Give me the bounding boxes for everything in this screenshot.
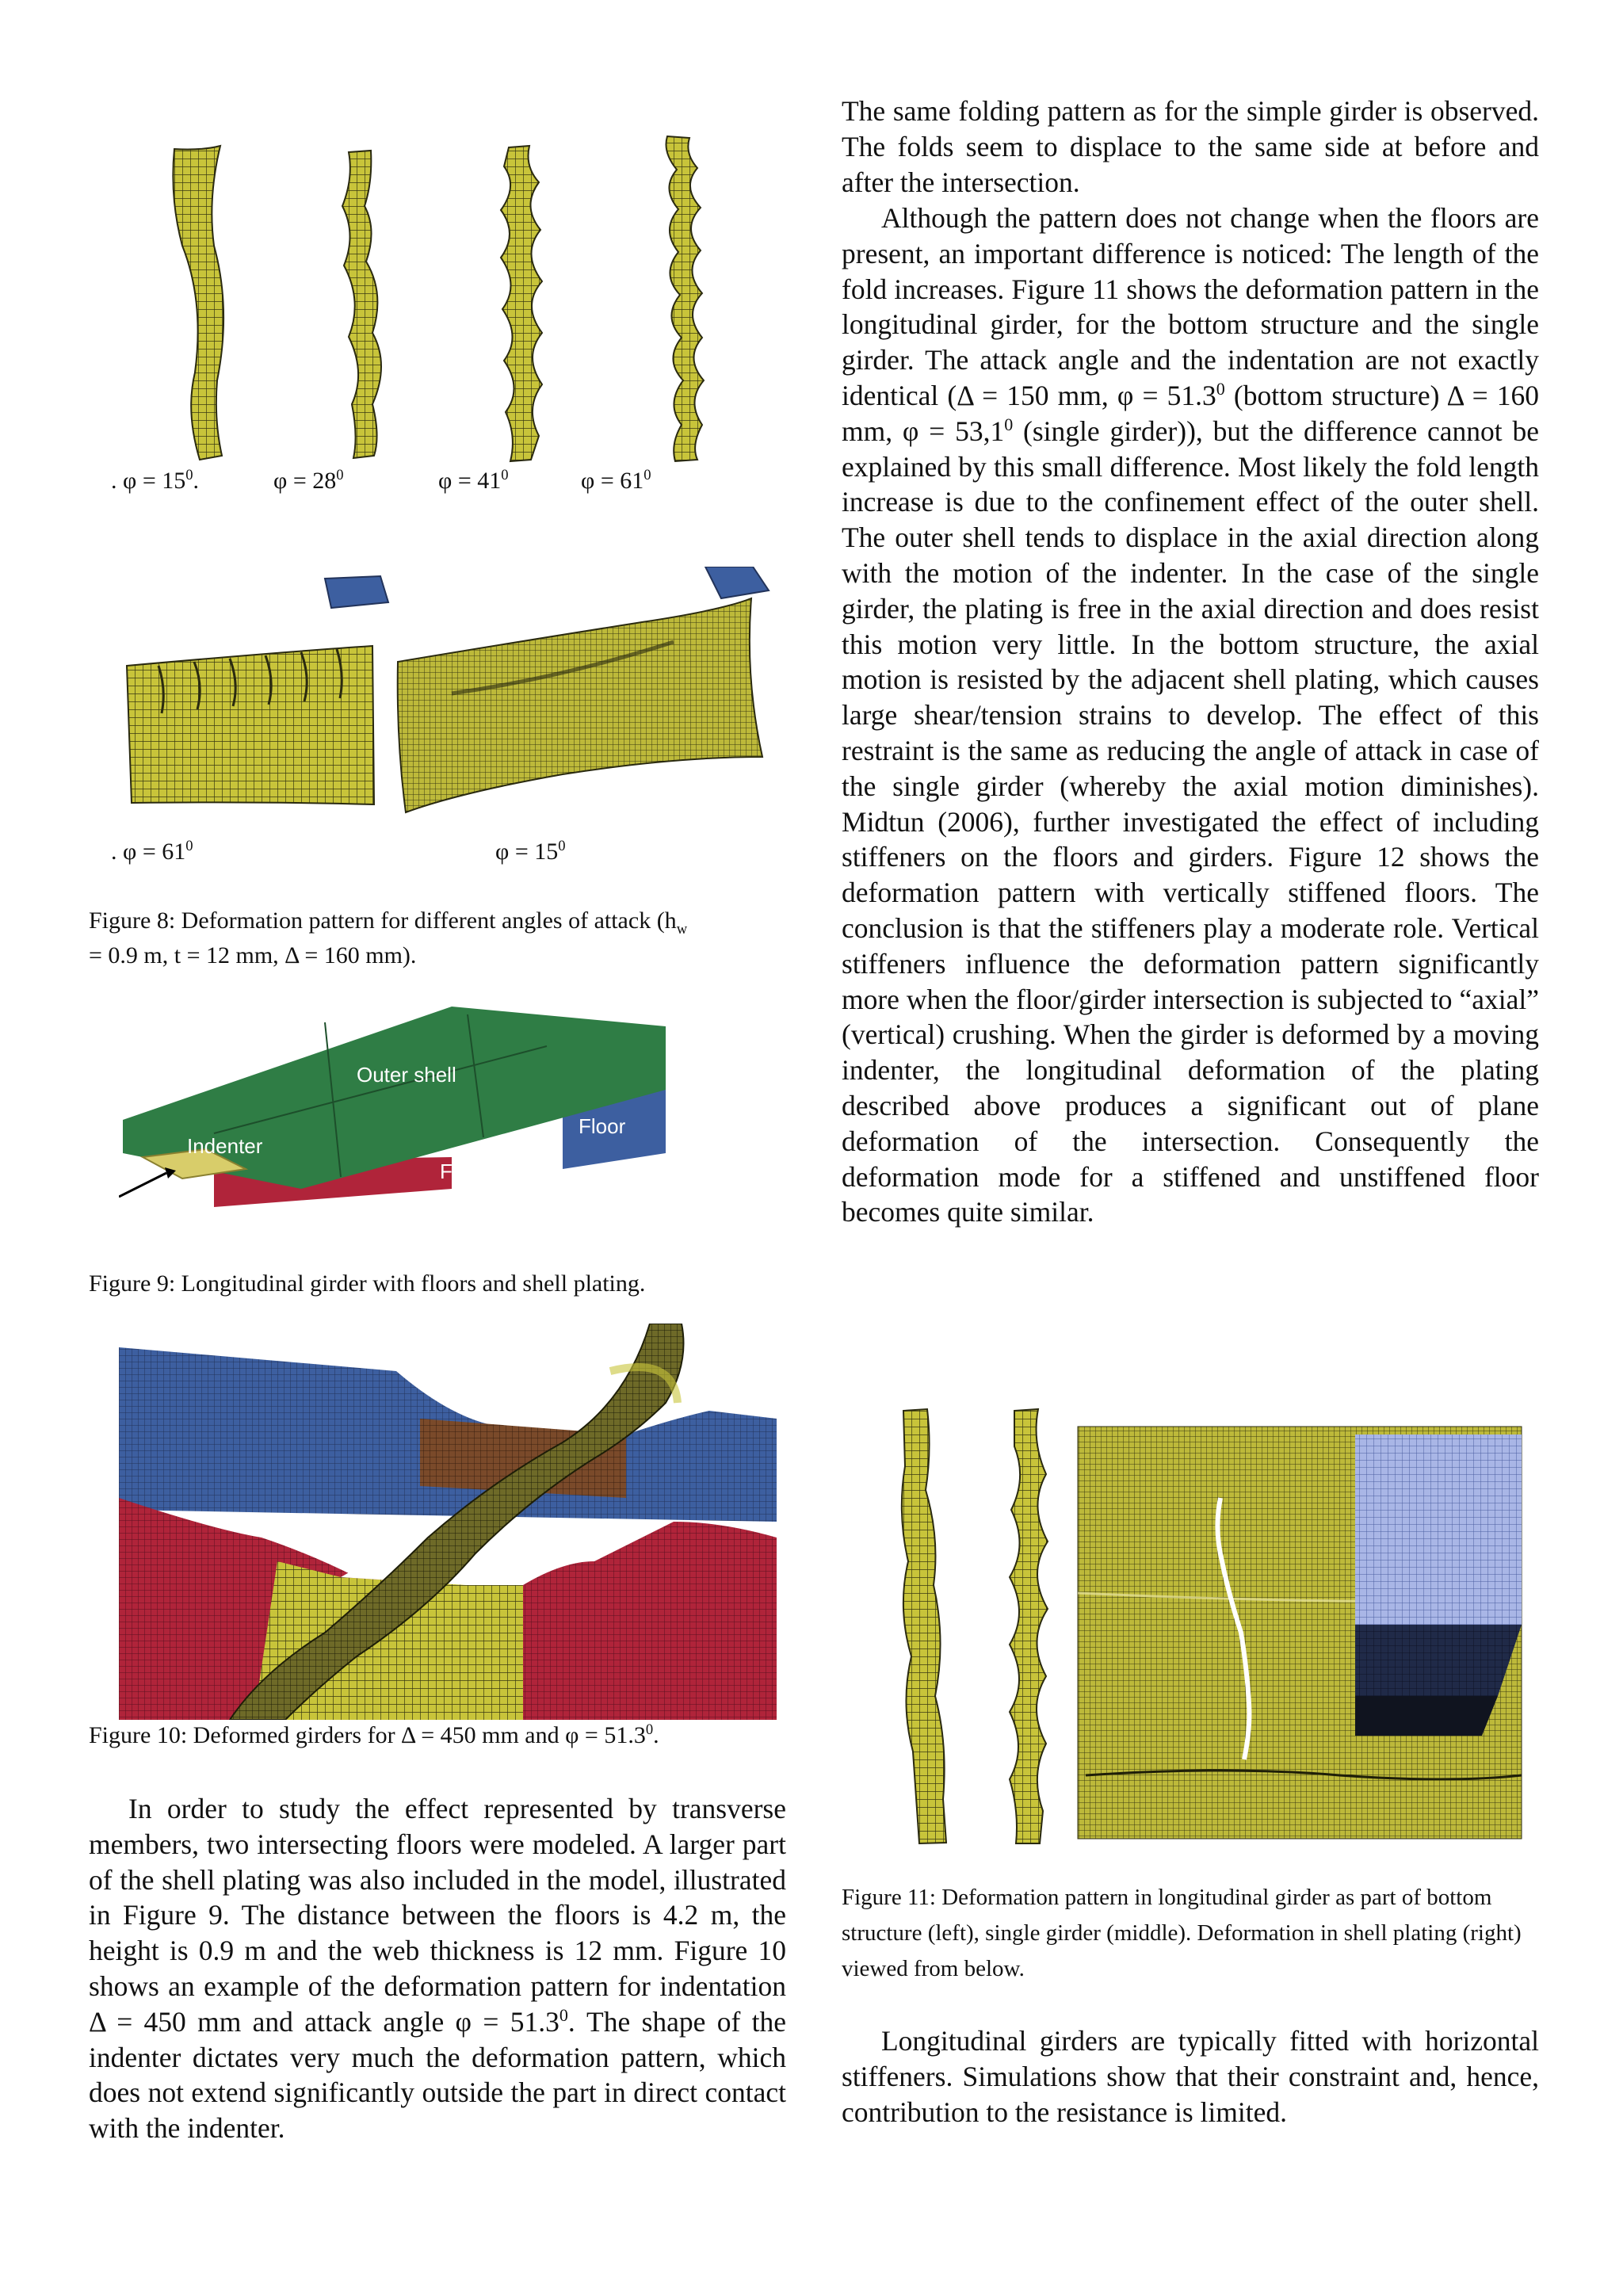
label-floor-right: Floor	[579, 1114, 626, 1138]
girder-phi-15	[173, 146, 223, 460]
phi-label-5: . $\varphi = 61^0$	[111, 838, 193, 865]
figure-8-girders-image	[158, 135, 729, 476]
phi-label-3: $\varphi = 41^0$	[438, 467, 509, 494]
label-floor-center: Floor	[440, 1159, 487, 1183]
figure-10-deformed-girders-image	[119, 1324, 777, 1720]
figure-11-deformation-image	[896, 1403, 1537, 1847]
phi-label-6: $\varphi = 15^0$	[495, 838, 566, 865]
figure-9-caption: Figure 9: Longitudinal girder with floors and shell plating.	[89, 1270, 646, 1297]
label-outer-shell: Outer shell	[357, 1063, 456, 1087]
label-indenter: Indenter	[187, 1134, 263, 1158]
figure-9-model-image	[119, 1003, 674, 1221]
figure-11-caption: Figure 11: Deformation pattern in longitudinal girder as part of bottom structure (left), single girder (middle). Deformation in shell plating (right) viewed from below.	[842, 1885, 1522, 1981]
girder-phi-41	[501, 146, 542, 461]
phi-label-2: $\varphi = 28^0$	[273, 467, 344, 494]
right-paragraph-3: Longitudinal girders are typically fitted with horizontal stiffeners. Simulations show that their constraint and, hence, contribution to the resistance is limited.	[842, 2025, 1539, 2128]
left-paragraph-1: In order to study the effect represented by transverse members, two intersecting floors were modeled. A larger part of the shell plating was also included in the model, illustrated in Figure 9. The distance between the floors is 4.2 m, the height is 0.9 m and the web thickness is 12 mm. Figure 10 shows an example of the deformation pattern for indentation Δ = 450 mm and attack angle $\varphi = 51.3^0$. The shape of the indenter dictates very much the deformation pattern, which does not extend significantly outside the part in direct contact with the indenter.	[89, 1793, 786, 2145]
girder-phi-28	[342, 151, 381, 458]
right-paragraph-2: Although the pattern does not change when the floors are present, an important difference is noticed: The length of the fold increases. Figure 11 shows the deformation pattern in the longitudinal girder, for the bottom structure and the single girder. The attack angle and the indentation are not exactly identical (Δ = 150 mm, $\varphi = 51.3^0$ (bottom structure) Δ = 160 mm, $\varphi = 53,1^0$ (single girder)), but the difference cannot be explained by this small difference. Most likely the fold length increase is due to the confinement effect of the outer shell. The outer shell tends to displace in the axial direction along with the motion of the indenter. In the case of the single girder, the plating is free in the axial direction and does resist this motion very little. In the bottom structure, the axial motion is resisted by the adjacent shell plating, which causes large shear/tension strains to develop. The effect of this restraint is the same as reducing the angle of attack in case of the single girder (whereby the axial motion diminishes). Midtun (2006), further investigated the effect of including stiffeners on the floors and girders. Figure 12 shows the deformation pattern with vertically stiffened floors. The conclusion is that the stiffeners play a moderate role. Vertical stiffeners influence the deformation pattern significantly more when the floor/girder intersection is subjected to “axial” (vertical) crushing. When the girder is deformed by a moving indenter, the longitudinal deformation of the plating described above produces a significant out of plane deformation of the intersection. Consequently the deformation mode for a stiffened and unstiffened floor becomes quite similar.	[842, 202, 1539, 1228]
figure-8-caption: Figure 8: Deformation pattern for different angles of attack ($h_w$ = 0.9 m, t = 12 mm, Δ = 160 mm).	[89, 907, 688, 968]
right-paragraph-1: The same folding pattern as for the simple girder is observed. The folds seem to displace to the same side at before and after the intersection.	[842, 95, 1539, 198]
girder-phi-61	[666, 136, 705, 461]
figure-8-plates-image	[119, 567, 792, 836]
phi-label-1: . $\varphi = 15^0$.	[111, 467, 200, 494]
phi-label-4: $\varphi = 61^0$	[581, 467, 651, 494]
figure-10-caption: Figure 10: Deformed girders for Δ = 450 mm and $\varphi = 51.3^0$.	[89, 1721, 659, 1748]
